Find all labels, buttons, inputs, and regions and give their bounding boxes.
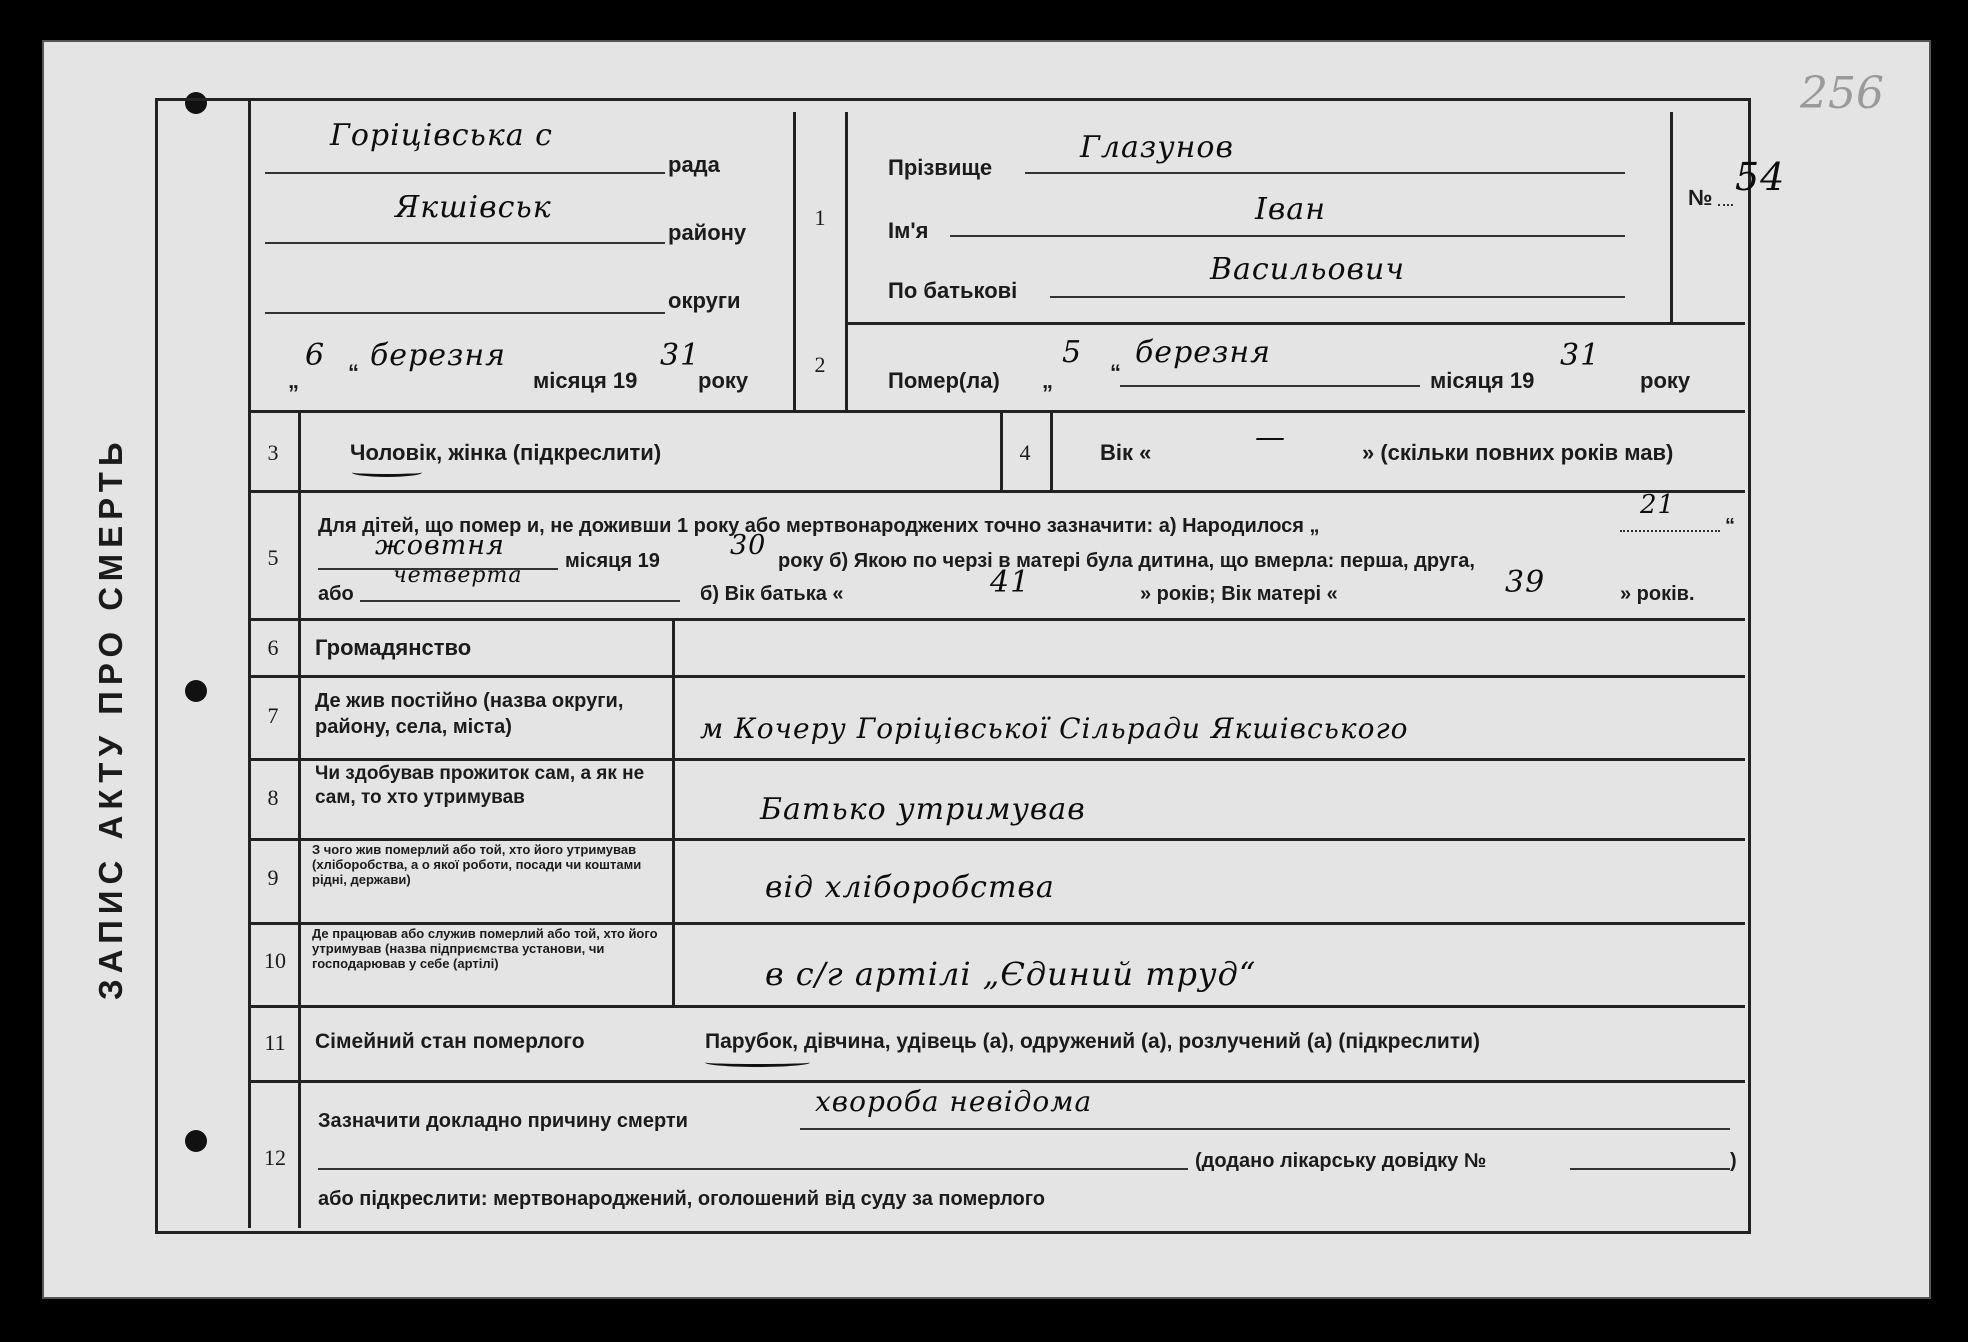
cause-line <box>800 1128 1730 1130</box>
section-number: 12 <box>264 1145 286 1170</box>
workplace-value: в с/г артілі „Єдиний труд“ <box>765 955 1257 993</box>
born-day-dots <box>1620 530 1720 532</box>
marital-label: Сімейний стан померлого <box>315 1030 585 1053</box>
infant-line3-start: або <box>318 583 354 605</box>
registration-year: 31 <box>660 338 701 373</box>
date-quote-open: „ <box>288 368 299 393</box>
sex-underline <box>352 468 422 477</box>
birth-order-line <box>360 600 680 602</box>
medical-note-end: ) <box>1730 1150 1737 1172</box>
divider <box>248 758 1745 761</box>
divider <box>845 322 1745 325</box>
cause-value: хвороба невідома <box>815 1085 1093 1118</box>
okruga-label: округи <box>668 288 741 313</box>
form-frame <box>155 98 1751 1234</box>
section-number: 10 <box>264 948 286 973</box>
month-label: місяця 19 <box>533 368 638 393</box>
father-age: 41 <box>990 565 1031 600</box>
death-month: березня <box>1135 335 1272 370</box>
raion-line <box>265 242 665 244</box>
name-label: Ім'я <box>888 218 929 243</box>
medical-note-line <box>1570 1168 1730 1170</box>
marital-underline <box>705 1058 810 1067</box>
registration-month: березня <box>370 338 507 373</box>
section-number: 9 <box>267 865 279 890</box>
divider <box>248 618 1745 621</box>
year-label: року <box>698 368 749 393</box>
mother-age: 39 <box>1505 565 1546 600</box>
rada-line <box>265 172 665 174</box>
age-label-end: » (скільки повних років мав) <box>1362 440 1674 465</box>
infant-line2: року б) Якою по черзі в матері була дитина, що вмерла: перша, друга, <box>778 550 1475 572</box>
form-title-vertical: ЗАПИС АКТУ ПРО СМЕРТЬ <box>92 436 129 1000</box>
age-value: — <box>1255 420 1286 455</box>
mother-age-end: » років. <box>1620 583 1695 605</box>
cause-label: Зазначити докладно причину смерти <box>318 1110 688 1132</box>
support-label: Чи здобував прожиток сам, а як не сам, то хто утримував <box>315 763 645 808</box>
workplace-label: Де працював або служив померлий або той, хто його утримував (назва підприємства установи, чи господарював у себе (артілі) <box>312 926 658 971</box>
support-value: Батько утримував <box>760 792 1086 827</box>
divider <box>248 1080 1745 1083</box>
raion-label: району <box>668 220 747 245</box>
record-no-label: № <box>1688 185 1713 210</box>
residence-label: Де жив постійно (назва округи, району, села, міста) <box>315 690 624 738</box>
death-day: 5 <box>1062 335 1083 370</box>
okruga-line <box>265 312 665 314</box>
divider <box>1670 112 1673 325</box>
stillborn-footer: або підкреслити: мертвонароджений, оголошений від суду за померлого <box>318 1188 1046 1210</box>
born-month-label: місяця 19 <box>565 550 660 572</box>
divider <box>298 410 301 1228</box>
medical-note-label: (додано лікарську довідку № <box>1195 1150 1487 1172</box>
born-month: жовтня <box>375 530 505 561</box>
divider <box>1000 410 1003 490</box>
section-number: 4 <box>1019 440 1031 465</box>
age-label-start: Вік « <box>1100 440 1152 465</box>
divider <box>248 98 251 1228</box>
divider <box>248 1005 1745 1008</box>
section-number: 1 <box>814 205 826 230</box>
record-no-value: 54 <box>1735 155 1786 199</box>
livelihood-value: від хліборобства <box>765 870 1055 905</box>
infant-line1-end: “ <box>1725 515 1735 537</box>
divider <box>793 112 796 412</box>
raion-value: Якшівськ <box>395 190 552 225</box>
section-number: 6 <box>267 635 279 660</box>
divider <box>248 410 1745 413</box>
section-number: 3 <box>267 440 279 465</box>
surname-label: Прізвище <box>888 155 993 180</box>
name-line <box>950 235 1625 237</box>
divider <box>248 675 1745 678</box>
section-number: 11 <box>264 1030 286 1055</box>
patronymic-value: Васильович <box>1210 252 1405 287</box>
date-quote-close: “ <box>348 360 359 385</box>
section-number: 7 <box>267 703 279 728</box>
born-day: 21 <box>1640 490 1676 520</box>
surname-value: Глазунов <box>1080 130 1234 165</box>
sex-label: Чоловік, жінка (підкреслити) <box>350 440 662 465</box>
divider <box>248 838 1745 841</box>
section-number: 8 <box>267 785 279 810</box>
livelihood-label: З чого жив померлий або той, хто його утримував (хліборобства, а о якої роботи, посади чи коштами рідні, держави) <box>312 842 642 887</box>
citizenship-label: Громадянство <box>315 635 472 660</box>
cause-line-2 <box>318 1168 1188 1170</box>
died-label: Помер(ла) <box>888 368 1000 393</box>
marital-options: Парубок, дівчина, удівець (а), одружений (а), розлучений (а) (підкреслити) <box>705 1030 1481 1053</box>
page-number: 256 <box>1800 68 1884 119</box>
residence-value: м Кочеру Горіцівської Сільради Якшівського <box>700 712 1409 745</box>
divider <box>248 490 1745 493</box>
rada-value: Горіцівська с <box>330 118 553 153</box>
divider <box>845 112 848 412</box>
section-number: 5 <box>267 545 279 570</box>
record-no-dots <box>1718 204 1733 206</box>
name-value: Іван <box>1255 192 1326 227</box>
died-quote-close: “ <box>1110 360 1121 385</box>
rada-label: рада <box>668 152 720 177</box>
born-year: 30 <box>730 530 767 561</box>
father-age-label: б) Вік батька « <box>700 583 844 605</box>
death-month-line <box>1120 385 1420 387</box>
death-year: 31 <box>1560 338 1601 373</box>
section-number: 2 <box>814 352 826 377</box>
divider <box>1050 410 1053 490</box>
infant-line1: Для дітей, що помер и, не доживши 1 року або мертвонароджених точно зазначити: а) Народилося „ <box>318 515 1320 537</box>
surname-line <box>1025 172 1625 174</box>
death-year-label: року <box>1640 368 1691 393</box>
divider <box>248 922 1745 925</box>
birth-order: четверта <box>393 563 523 588</box>
registration-day: 6 <box>305 338 326 373</box>
father-age-end: » років; Вік матері « <box>1140 583 1338 605</box>
patronymic-line <box>1050 296 1625 298</box>
died-quote-open: „ <box>1042 368 1053 393</box>
patronymic-label: По батькові <box>888 278 1018 303</box>
death-month-label: місяця 19 <box>1430 368 1535 393</box>
